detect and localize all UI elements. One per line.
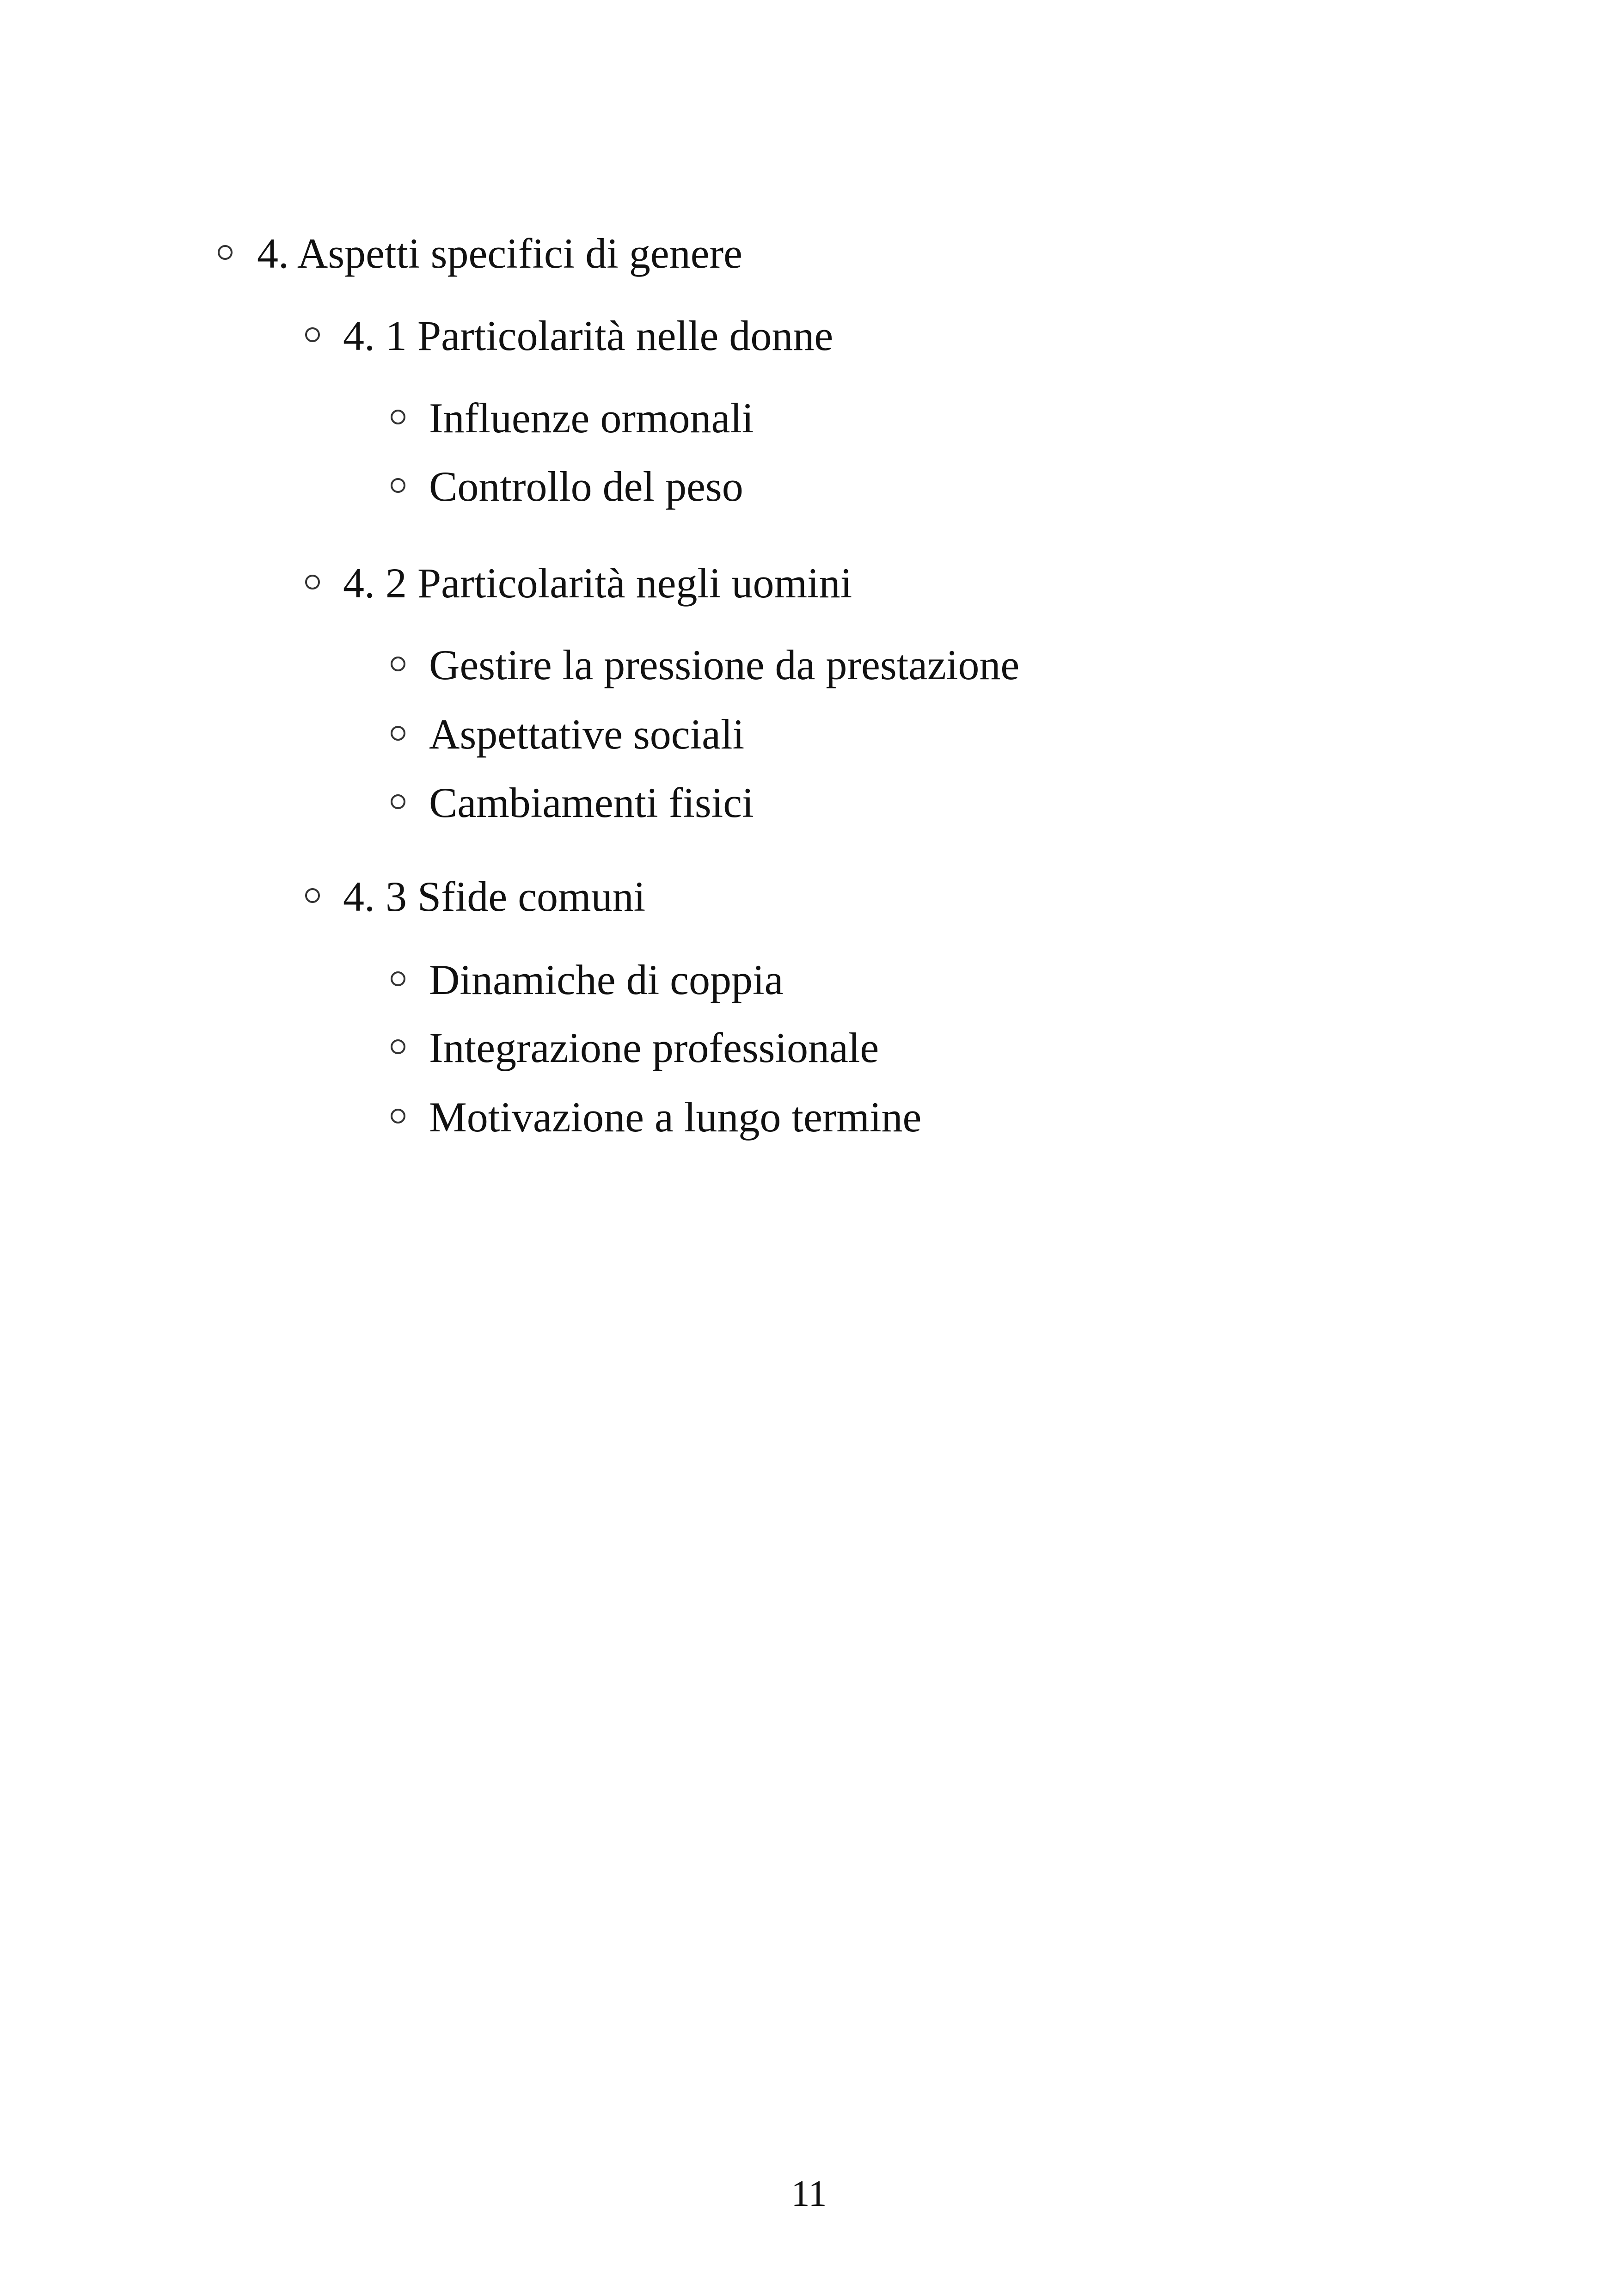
subsection-heading-2 [343,559,852,607]
subsection-heading-text: 4. 1 Particolarità nelle donne [343,312,834,359]
list-item [429,394,754,442]
subsection-heading-3 [343,875,645,918]
section-heading-text: 4. Aspetti specifici di genere [257,230,743,277]
list-item [429,711,745,758]
page-number: 11 [791,2173,827,2214]
hollow-circle-bullet-icon [391,971,405,986]
hollow-circle-bullet-icon [391,410,405,424]
list-item-text: Influenze ormonali [429,394,754,442]
list-item [429,1093,922,1141]
list-item [429,781,754,824]
list-item-text: Motivazione a lungo termine [429,1093,922,1141]
hollow-circle-bullet-icon [391,726,405,741]
hollow-circle-bullet-icon [305,327,320,342]
section-heading [257,232,742,275]
list-item-text: Dinamiche di coppia [429,956,784,1003]
subsection-heading-1 [343,314,833,357]
list-item-text: Aspettative sociali [429,711,745,758]
subsection-heading-text: 4. 3 Sfide comuni [343,873,646,920]
hollow-circle-bullet-icon [218,245,233,260]
hollow-circle-bullet-icon [305,888,320,903]
list-item-text: Controllo del peso [429,463,743,510]
list-item [429,465,743,508]
hollow-circle-bullet-icon [391,1039,405,1054]
hollow-circle-bullet-icon [305,575,320,589]
hollow-circle-bullet-icon [391,657,405,671]
list-item [429,1026,879,1069]
list-item [429,641,1020,688]
list-item-text: Integrazione professionale [429,1024,879,1071]
list-item [429,958,783,1001]
subsection-heading-text: 4. 2 Particolarità negli uomini [343,559,852,607]
hollow-circle-bullet-icon [391,478,405,493]
list-item-text: Cambiamenti fisici [429,779,754,826]
hollow-circle-bullet-icon [391,794,405,809]
hollow-circle-bullet-icon [391,1109,405,1123]
list-item-text: Gestire la pressione da prestazione [429,641,1020,688]
